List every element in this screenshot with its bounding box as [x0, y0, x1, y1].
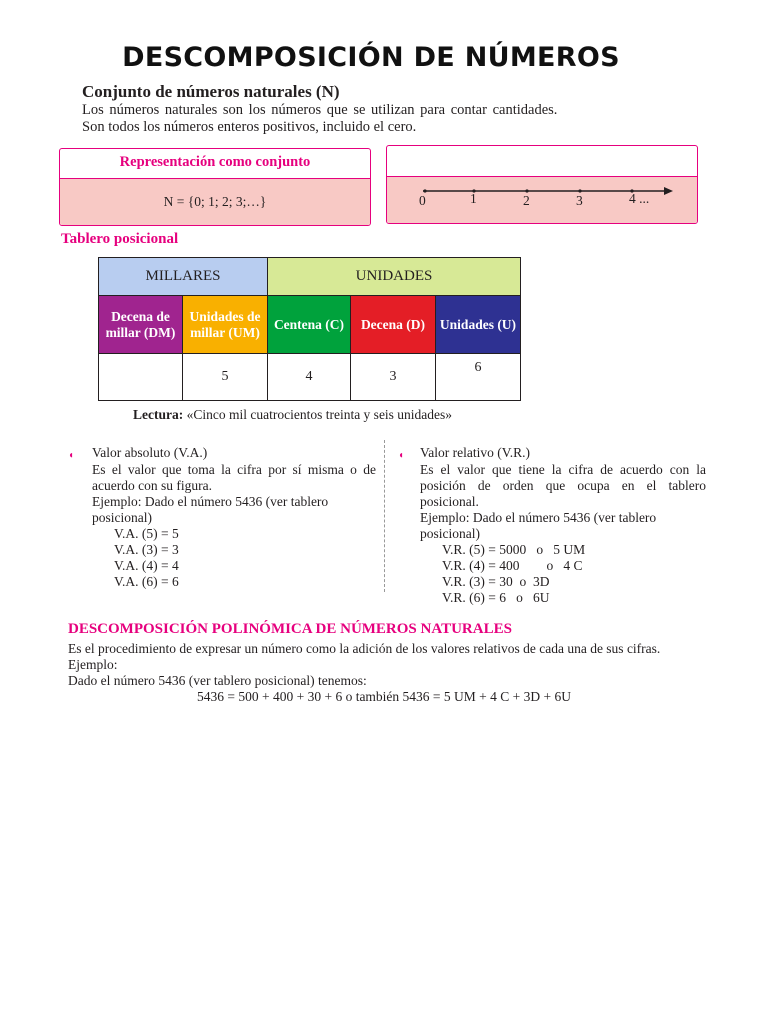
value-cell: 5 — [183, 354, 268, 401]
absolute-value-section — [92, 445, 376, 590]
value-cell: 3 — [351, 354, 436, 401]
positional-board — [98, 257, 521, 401]
relative-value-item: V.R. (6) = 6 o 6U — [442, 590, 550, 605]
relative-value-section — [420, 445, 706, 606]
column-unidades: Unidades (U) — [436, 296, 521, 354]
column-divider — [384, 440, 385, 592]
polynomial-definition: Es el procedimiento de expresar un número como la adición de los valores relativos de cada una de sus cifras. — [68, 641, 661, 656]
value-cell — [99, 354, 183, 401]
number-line — [387, 177, 697, 223]
number-line-box — [386, 145, 698, 224]
column-decena: Decena (D) — [351, 296, 436, 354]
absolute-value-item: V.A. (4) = 4 — [114, 558, 179, 573]
column-decena-de-millar: Decena de millar (DM) — [99, 296, 183, 354]
relative-value-title: Valor relativo (V.R.) — [420, 445, 530, 460]
value-cell: 4 — [268, 354, 351, 401]
relative-value-definition: Es el valor que tiene la cifra de acuerdo con la posición de orden que ocupa en el tablero posicional. — [420, 462, 706, 509]
number-line-label: 1 — [470, 191, 477, 206]
relative-value-item: V.R. (5) = 5000 o 5 UM — [442, 542, 586, 557]
column-unidades-de-millar: Unidades de millar (UM) — [183, 296, 268, 354]
intro-line: Son todos los números enteros positivos, incluido el cero. — [82, 119, 417, 135]
group-unidades: UNIDADES — [268, 258, 521, 296]
number-line-label: 3 — [576, 193, 583, 208]
number-line-label: 0 — [419, 193, 426, 208]
column-centena: Centena (C) — [268, 296, 351, 354]
natural-numbers-subtitle: Conjunto de números naturales (N) — [82, 82, 340, 101]
number-line-label: 2 — [523, 193, 530, 208]
polynomial-equation: 5436 = 500 + 400 + 30 + 6 o también 5436 = 5 UM + 4 C + 3D + 6U — [196, 689, 572, 704]
positional-board-heading: Tablero posicional — [61, 231, 179, 247]
page-title: DESCOMPOSICIÓN DE NÚMEROS — [122, 42, 620, 73]
absolute-value-title: Valor absoluto (V.A.) — [92, 445, 208, 460]
number-line-header — [387, 146, 697, 177]
natural-numbers-intro — [82, 102, 557, 136]
set-representation-box — [59, 148, 371, 226]
reading-line — [133, 407, 452, 423]
polynomial-example-text: Dado el número 5436 (ver tablero posicional) tenemos: — [68, 673, 367, 688]
reading-label: Lectura: — [133, 407, 184, 422]
absolute-value-item: V.A. (3) = 3 — [114, 542, 179, 557]
absolute-value-item: V.A. (5) = 5 — [114, 526, 179, 541]
polynomial-body — [68, 641, 660, 689]
bullet-icon: ◖ — [398, 450, 405, 461]
number-line-label: 4 ... — [629, 191, 650, 206]
absolute-value-example: Ejemplo: Dado el número 5436 (ver tablero posicional) — [92, 494, 329, 525]
polynomial-heading: DESCOMPOSICIÓN POLINÓMICA DE NÚMEROS NATURALES — [68, 621, 512, 637]
polynomial-example-label: Ejemplo: — [68, 657, 118, 672]
group-millares: MILLARES — [99, 258, 268, 296]
absolute-value-definition: Es el valor que toma la cifra por sí misma o de acuerdo con su figura. — [92, 462, 376, 493]
value-cell: 6 — [436, 354, 521, 401]
absolute-value-item: V.A. (6) = 6 — [114, 574, 179, 589]
number-line-axis — [387, 177, 697, 223]
relative-value-item: V.R. (4) = 400 o 4 C — [442, 558, 583, 573]
reading-text: «Cinco mil cuatrocientos treinta y seis unidades» — [186, 407, 453, 422]
intro-line: Los números naturales son los números que se utilizan para contar cantidades. — [82, 102, 558, 118]
set-representation-heading: Representación como conjunto — [60, 149, 370, 179]
relative-value-item: V.R. (3) = 30 o 3D — [442, 574, 550, 589]
set-representation-content: N = {0; 1; 2; 3;…} — [60, 179, 370, 225]
relative-value-example: Ejemplo: Dado el número 5436 (ver tablero posicional) — [420, 510, 657, 541]
bullet-icon: ◖ — [68, 450, 75, 461]
